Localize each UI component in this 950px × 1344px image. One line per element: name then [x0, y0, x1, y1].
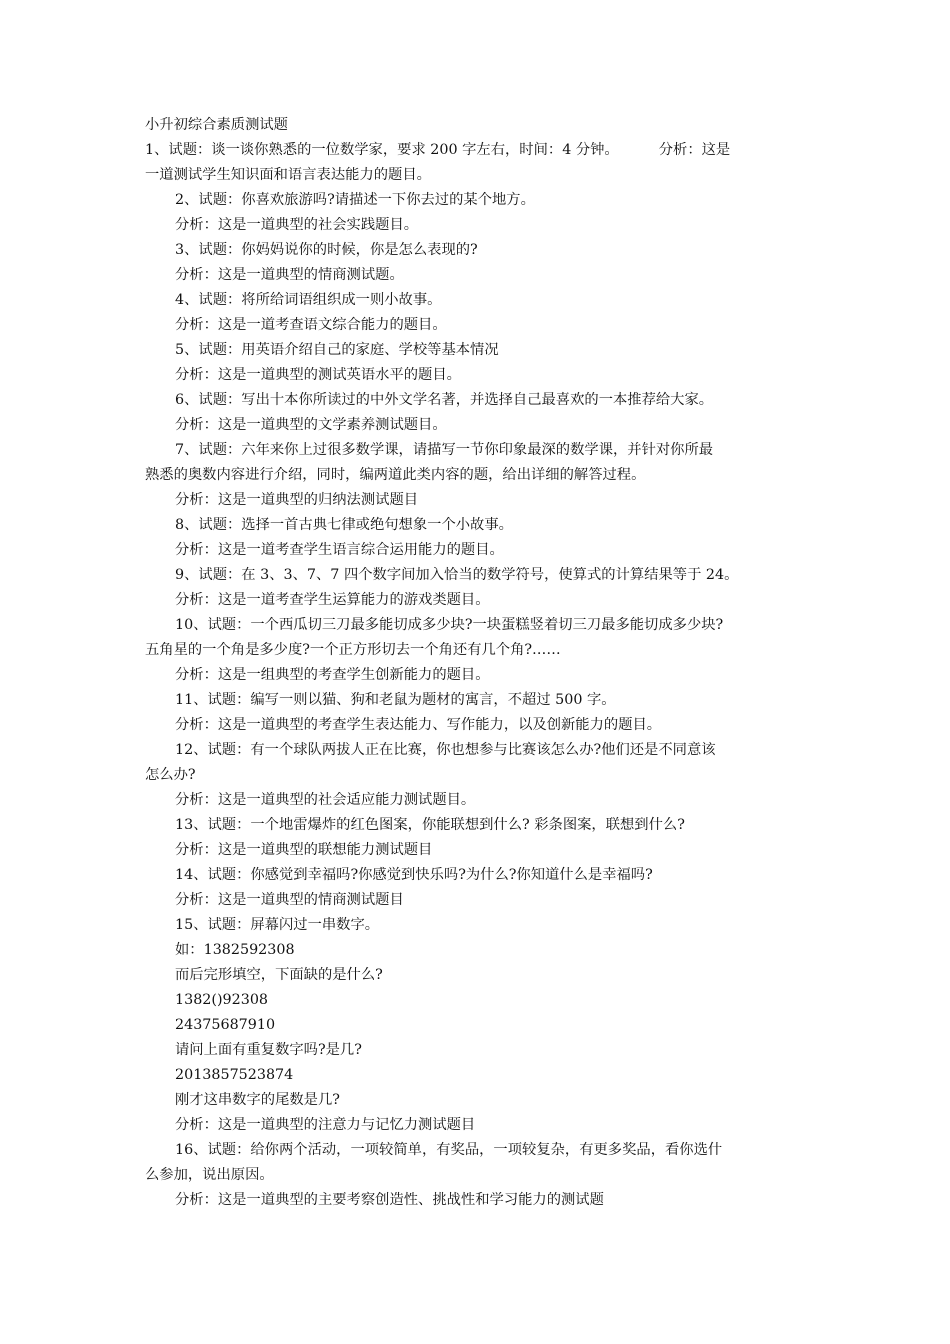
q4-question: 4、试题：将所给词语组织成一则小故事。: [175, 292, 442, 308]
q15-prompt-tail: 刚才这串数字的尾数是几?: [175, 1092, 340, 1108]
q1-question: 1、试题：谈一谈你熟悉的一位数学家，要求 200 字左右，时间：4 分钟。: [145, 142, 619, 158]
q4-analysis: 分析：这是一道考查语文综合能力的题目。: [175, 317, 447, 333]
q14-analysis: 分析：这是一道典型的情商测试题目: [175, 892, 404, 908]
q11-analysis: 分析：这是一道典型的考查学生表达能力、写作能力，以及创新能力的题目。: [175, 717, 662, 733]
q15-prompt-repeat: 请问上面有重复数字吗?是几?: [175, 1042, 362, 1058]
q15-question: 15、试题：屏幕闪过一串数字。: [175, 917, 380, 933]
q10-analysis: 分析：这是一组典型的考查学生创新能力的题目。: [175, 667, 490, 683]
q8-analysis: 分析：这是一道考查学生语言综合运用能力的题目。: [175, 542, 504, 558]
q10-question-line1: 10、试题：一个西瓜切三刀最多能切成多少块?一块蛋糕竖着切三刀最多能切成多少块?: [175, 617, 724, 633]
q7-question-line1: 7、试题：六年来你上过很多数学课，请描写一节你印象最深的数学课，并针对你所最: [175, 442, 714, 458]
q6-question: 6、试题：写出十本你所读过的中外文学名著，并选择自己最喜欢的一本推荐给大家。: [175, 392, 714, 408]
q2-question: 2、试题：你喜欢旅游吗?请描述一下你去过的某个地方。: [175, 192, 535, 208]
q15-analysis: 分析：这是一道典型的注意力与记忆力测试题目: [175, 1117, 476, 1133]
q7-question-line2: 熟悉的奥数内容进行介绍，同时，编两道此类内容的题，给出详细的解答过程。: [145, 467, 646, 483]
q15-number-2: 24375687910: [175, 1017, 276, 1033]
q15-number-3: 2013857523874: [175, 1067, 294, 1083]
q16-question-line1: 16、试题：给你两个活动，一项较简单，有奖品，一项较复杂，有更多奖品，看你选什: [175, 1142, 723, 1158]
document-title: 小升初综合素质测试题: [145, 117, 288, 133]
q16-analysis: 分析：这是一道典型的主要考察创造性、挑战性和学习能力的测试题: [175, 1192, 604, 1208]
q14-question: 14、试题：你感觉到幸福吗?你感觉到快乐吗?为什么?你知道什么是幸福吗?: [175, 867, 653, 883]
q11-question: 11、试题：编写一则以猫、狗和老鼠为题材的寓言，不超过 500 字。: [175, 692, 616, 708]
q8-question: 8、试题：选择一首古典七律或绝句想象一个小故事。: [175, 517, 513, 533]
q5-analysis: 分析：这是一道典型的测试英语水平的题目。: [175, 367, 461, 383]
q5-question: 5、试题：用英语介绍自己的家庭、学校等基本情况: [175, 342, 499, 358]
q10-question-line2: 五角星的一个角是多少度?一个正方形切去一个角还有几个角?……: [145, 642, 561, 658]
q13-question: 13、试题：一个地雷爆炸的红色图案，你能联想到什么? 彩条图案，联想到什么?: [175, 817, 685, 833]
q12-question-line1: 12、试题：有一个球队两拔人正在比赛，你也想参与比赛该怎么办?他们还是不同意该: [175, 742, 716, 758]
q15-fill-number: 1382()92308: [175, 992, 269, 1008]
q1-question-line: [145, 138, 810, 163]
q7-analysis: 分析：这是一道典型的归纳法测试题目: [175, 492, 419, 508]
document-page: [145, 113, 810, 1213]
q16-question-line2: 么参加，说出原因。: [145, 1167, 274, 1183]
q1-analysis-start: 分析：这是: [658, 142, 731, 158]
q12-question-line2: 怎么办?: [145, 767, 196, 783]
q13-analysis: 分析：这是一道典型的联想能力测试题目: [175, 842, 433, 858]
q9-question: 9、试题：在 3、3、7、7 四个数字间加入恰当的数学符号，使算式的计算结果等于 24。: [175, 567, 739, 583]
q1-analysis-cont: 一道测试学生知识面和语言表达能力的题目。: [145, 167, 431, 183]
q2-analysis: 分析：这是一道典型的社会实践题目。: [175, 217, 419, 233]
q9-analysis: 分析：这是一道考查学生运算能力的游戏类题目。: [175, 592, 490, 608]
q3-question: 3、试题：你妈妈说你的时候，你是怎么表现的?: [175, 242, 478, 258]
q12-analysis: 分析：这是一道典型的社会适应能力测试题目。: [175, 792, 476, 808]
q3-analysis: 分析：这是一道典型的情商测试题。: [175, 267, 404, 283]
q6-analysis: 分析：这是一道典型的文学素养测试题目。: [175, 417, 447, 433]
q15-example: 如：1382592308: [175, 942, 295, 958]
q15-prompt-fill: 而后完形填空，下面缺的是什么?: [175, 967, 383, 983]
